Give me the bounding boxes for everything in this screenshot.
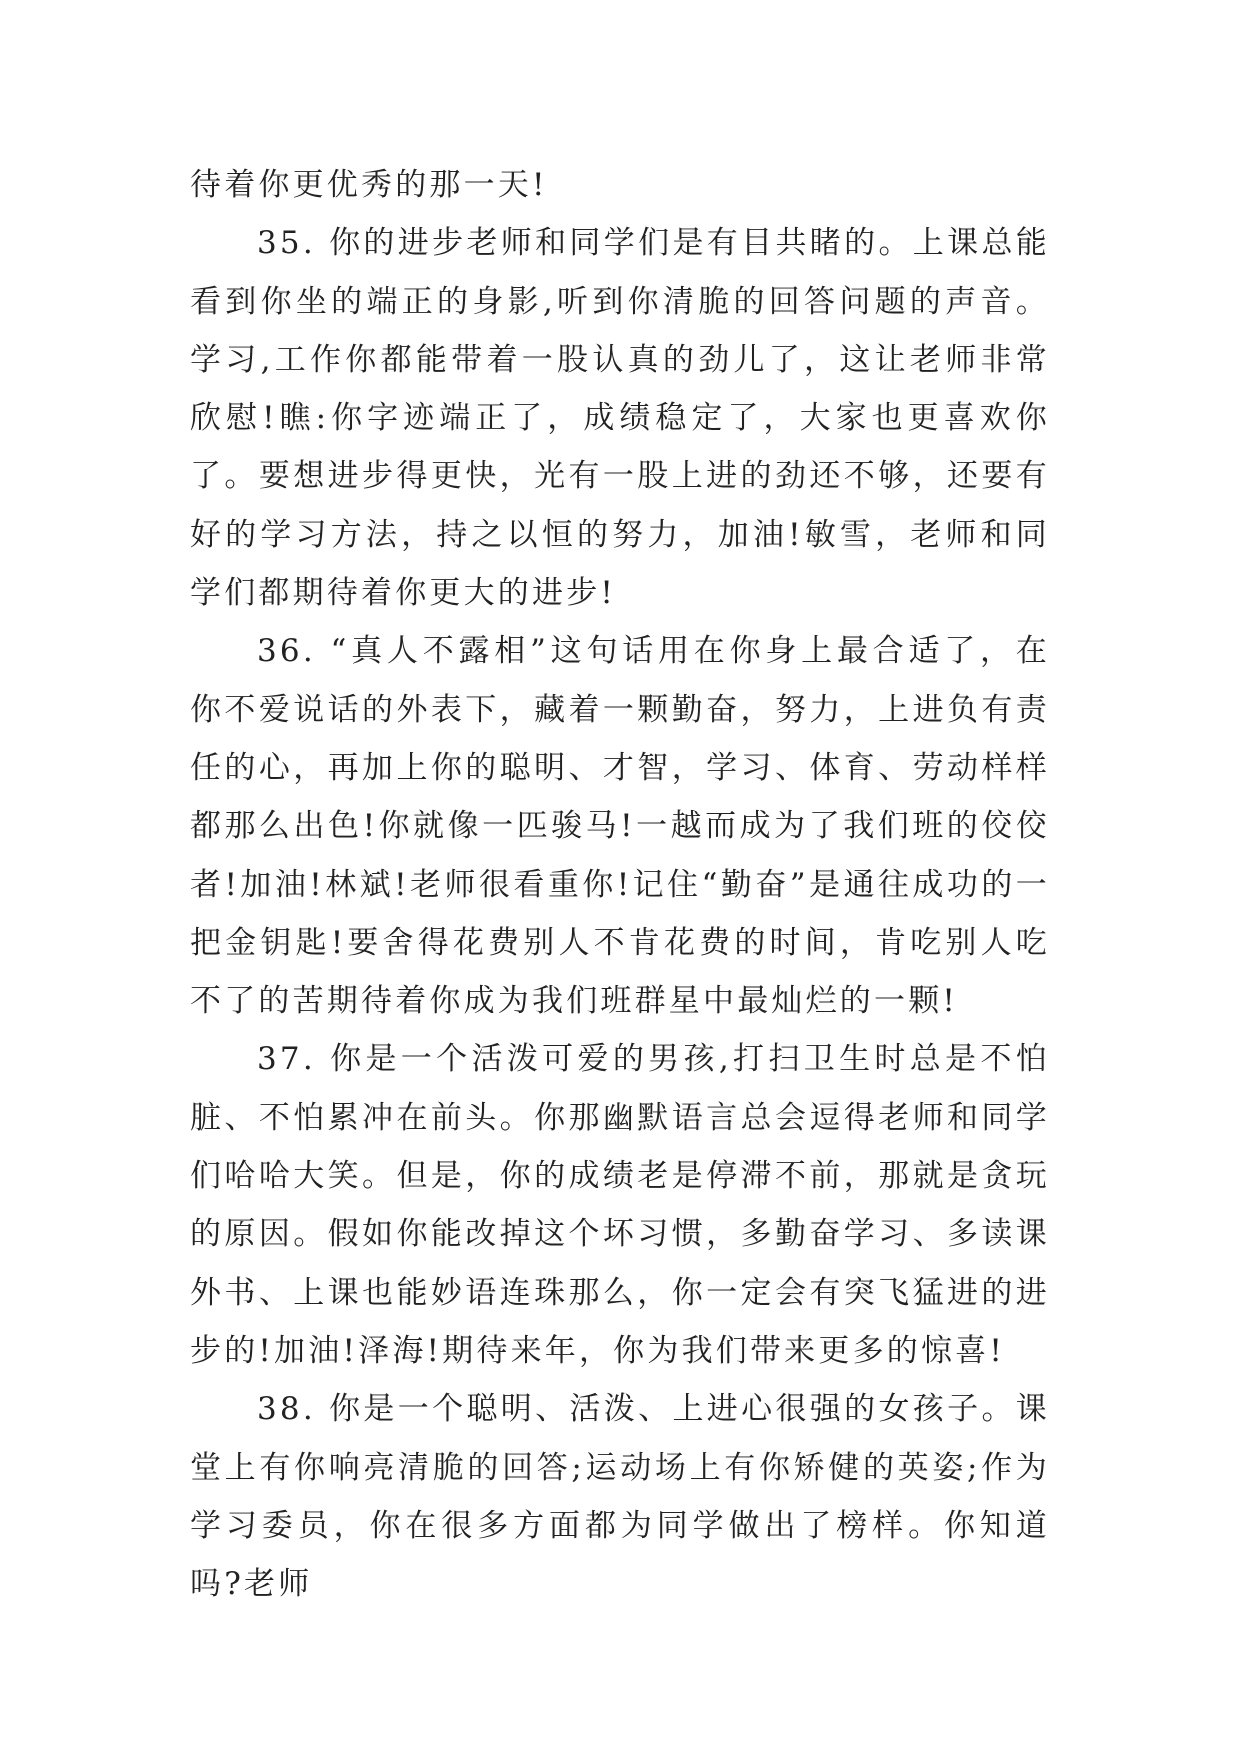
paragraph-37: 37. 你是一个活泼可爱的男孩,打扫卫生时总是不怕脏、不怕累冲在前头。你那幽默语言总会逗得老师和同学们哈哈大笑。但是，你的成绩老是停滞不前，那就是贪玩的原因。假如你能改掉这个坏习惯，多勤奋学习、多读课外书、上课也能妙语连珠那么，你一定会有突飞猛进的进步的!加油!泽海!期待来年，你为我们带来更多的惊喜! bbox=[190, 1041, 1050, 1369]
paragraph-34-continuation: 待着你更优秀的那一天! bbox=[190, 167, 548, 203]
paragraph-35: 35. 你的进步老师和同学们是有目共睹的。上课总能看到你坐的端正的身影,听到你清脆的回答问题的声音。学习,工作你都能带着一股认真的劲儿了，这让老师非常欣慰!瞧:你字迹端正了，成绩稳定了，大家也更喜欢你了。要想进步得更快，光有一股上进的劲还不够，还要有好的学习方法，持之以恒的努力，加油!敏雪，老师和同学们都期待着你更大的进步! bbox=[190, 225, 1050, 612]
paragraph-38: 38. 你是一个聪明、活泼、上进心很强的女孩子。课堂上有你响亮清脆的回答;运动场上有你矫健的英姿;作为学习委员，你在很多方面都为同学做出了榜样。你知道吗?老师 bbox=[190, 1391, 1050, 1603]
paragraph-36: 36. “真人不露相”这句话用在你身上最合适了，在你不爱说话的外表下，藏着一颗勤奋，努力，上进负有责任的心，再加上你的聪明、才智，学习、体育、劳动样样都那么出色!你就像一匹骏马!一越而成为了我们班的佼佼者!加油!林斌!老师很看重你!记住“勤奋”是通往成功的一把金钥匙!要舍得花费别人不肯花费的时间，肯吃别人吃不了的苦期待着你成为我们班群星中最灿烂的一颗! bbox=[190, 633, 1050, 1020]
document-body bbox=[190, 156, 1050, 1613]
